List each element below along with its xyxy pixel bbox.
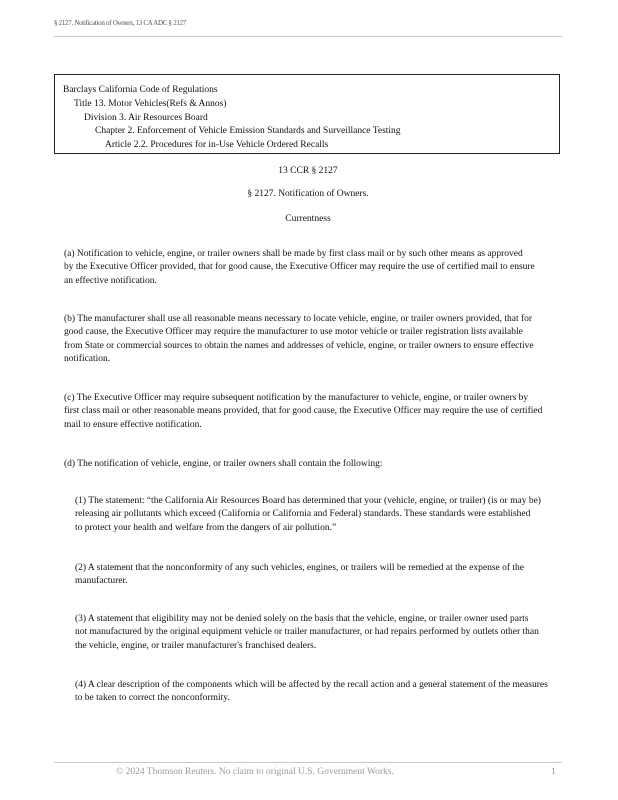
publication-name: Barclays California Code of Regulations (63, 85, 218, 95)
paragraph-line: (2) A statement that the nonconformity of any such vehicles, engines, or trailers will be remedied at the expense of the (75, 563, 525, 573)
paragraph-line: an effective notification. (64, 275, 157, 286)
paragraph-line: (1) The statement: “the California Air Resources Board has determined that your (vehicle, engine, or trailer) (is or may be) (75, 496, 541, 506)
chapter-heading: Chapter 2. Enforcement of Vehicle Emission Standards and Surveillance Testing (95, 126, 401, 137)
page-number: 1 (551, 767, 556, 777)
header-divider (54, 36, 562, 37)
paragraph-a (64, 248, 562, 288)
paragraph-line: (b) The manufacturer shall use all reasonable means necessary to locate vehicle, engine, or trailer owners provided, that for (64, 314, 533, 324)
paragraph-line: (4) A clear description of the components which will be affected by the recall action and a general statement of the measures (75, 680, 548, 690)
ccr-citation: 13 CCR § 2127 (278, 166, 338, 176)
paragraph-line: releasing air pollutants which exceed (California or California and Federal) standards. These standards were established (75, 509, 531, 520)
citation-box (54, 74, 560, 154)
footer-copyright: © 2024 Thomson Reuters. No claim to original U.S. Government Works. (116, 767, 394, 777)
paragraph-line: manufacturer. (75, 576, 128, 587)
article-heading: Article 2.2. Procedures for in-Use Vehicle Ordered Recalls (105, 140, 329, 151)
paragraph-c (64, 392, 562, 432)
paragraph-line: first class mail or other reasonable means provided, that for good cause, the Executive Officer may require the use of certified (64, 406, 543, 417)
paragraph-line: the vehicle, engine, or trailer manufacturer's franchised dealers. (75, 640, 317, 651)
section-title: § 2127. Notification of Owners. (247, 189, 369, 199)
paragraph-line: by the Executive Officer provided, that for good cause, the Executive Officer may require the use of certified mail to ensure (64, 262, 535, 273)
running-header: § 2127. Notification of Owners, 13 CA ADC § 2127 (54, 19, 187, 27)
currentness-label: Currentness (285, 214, 331, 224)
division-heading: Division 3. Air Resources Board (84, 112, 208, 123)
paragraph-line: not manufactured by the original equipment vehicle or trailer manufacturer, or had repairs performed by outlets other than (75, 627, 539, 638)
paragraph-line: to protect your health and welfare from the dangers of air pollution.” (75, 522, 337, 533)
paragraph-line: from State or commercial sources to obtain the names and addresses of vehicle, engine, or trailer owners to ensure effective (64, 340, 534, 351)
paragraph-d (64, 458, 562, 471)
paragraph-line: (3) A statement that eligibility may not be denied solely on the basis that the vehicle, engine, or trailer owner used parts (75, 614, 529, 624)
footer-divider (54, 762, 562, 763)
paragraph-line: good cause, the Executive Officer may require the manufacturer to use motor vehicle or trailer registration lists available (64, 327, 523, 338)
paragraph-line: (c) The Executive Officer may require subsequent notification by the manufacturer to vehicle, engine, or trailer owners by (64, 393, 529, 403)
paragraph-d2 (75, 562, 572, 589)
paragraph-d1 (75, 495, 572, 535)
paragraph-line: notification. (64, 354, 111, 365)
paragraph-b (64, 313, 562, 367)
title-heading: Title 13. Motor Vehicles(Refs & Annos) (74, 98, 227, 109)
paragraph-line: (a) Notification to vehicle, engine, or trailer owners shall be made by first class mail or by such other means as approved (64, 249, 523, 259)
paragraph-line: (d) The notification of vehicle, engine, or trailer owners shall contain the following: (64, 459, 383, 469)
paragraph-line: mail to ensure effective notification. (64, 419, 202, 430)
paragraph-line: to be taken to correct the nonconformity. (75, 693, 230, 704)
paragraph-d4 (75, 679, 572, 706)
paragraph-d3 (75, 613, 572, 653)
